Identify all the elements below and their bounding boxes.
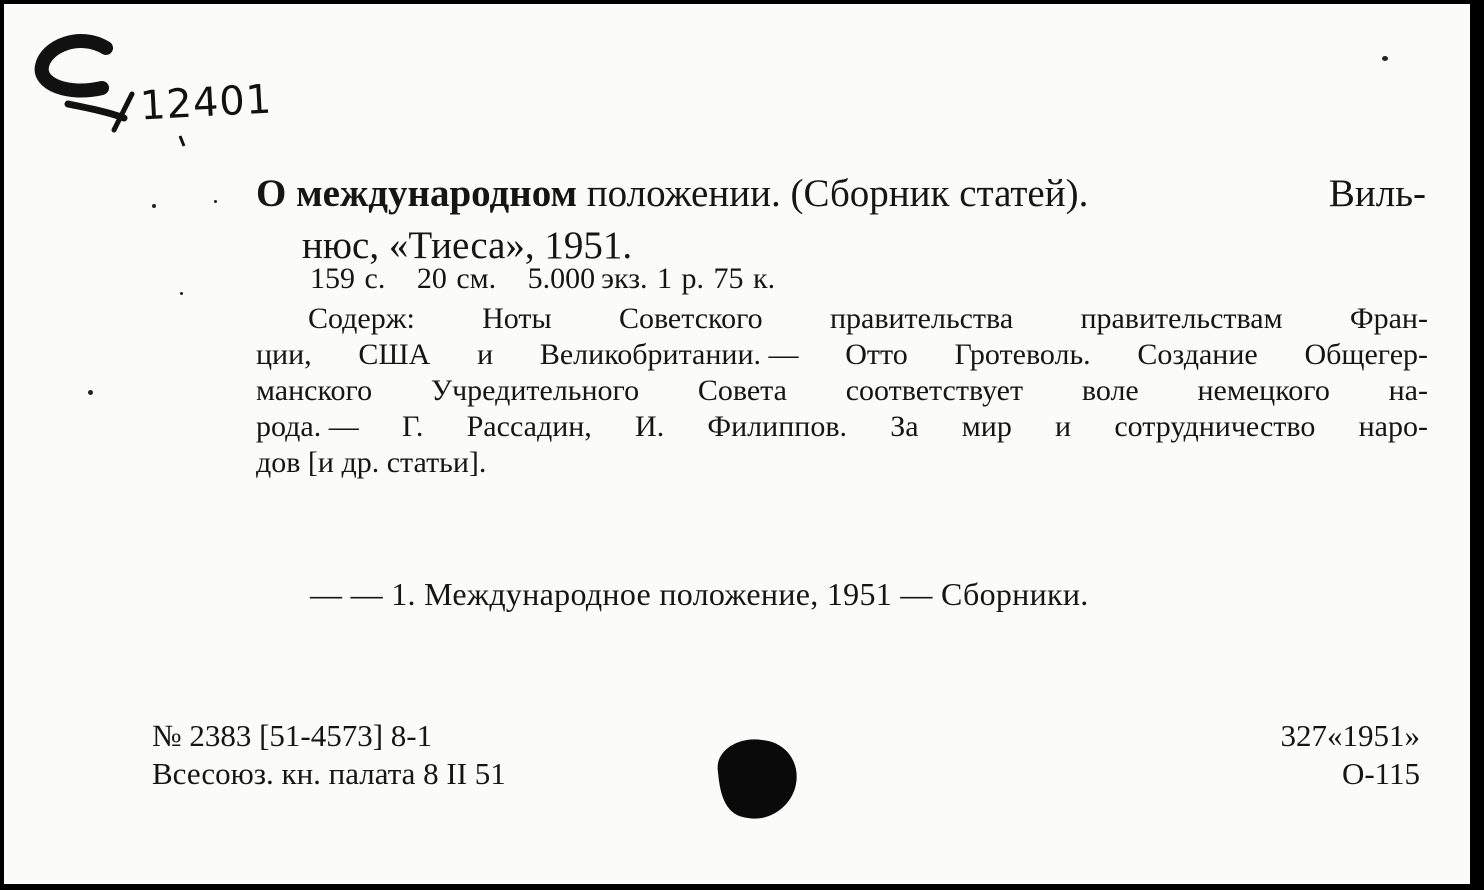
contents-word: наро- bbox=[1358, 410, 1428, 443]
contents-word: дов [и др. статьи]. bbox=[256, 446, 487, 479]
pages: 159 с. bbox=[310, 262, 386, 295]
contents-word: соответствует bbox=[845, 374, 1024, 407]
contents-word: Г. bbox=[401, 410, 424, 443]
contents-word: США bbox=[358, 338, 431, 371]
title-bold: О международном bbox=[256, 172, 578, 215]
dust-speck-icon bbox=[180, 292, 183, 295]
catalog-info-right bbox=[1281, 717, 1421, 793]
contents-word: Отто bbox=[845, 338, 908, 371]
contents-word: правительства bbox=[829, 302, 1014, 335]
title-rest: положении. (Сборник статей). bbox=[586, 172, 1089, 215]
contents-word: и bbox=[1055, 410, 1072, 443]
contents-word: Учредительного bbox=[430, 374, 640, 407]
title-line-2: нюс, «Тиеса», 1951. bbox=[302, 224, 633, 267]
catalog-number: № 2383 [51-4573] 8-1 bbox=[152, 718, 433, 753]
copies: 5.000 bbox=[527, 262, 596, 295]
contents-word: Филиппов. bbox=[707, 410, 847, 443]
contents-line bbox=[256, 337, 1428, 373]
dust-speck-icon bbox=[152, 204, 156, 208]
copies-suffix: экз. 1 р. 75 к. bbox=[601, 262, 776, 295]
contents-word: правительствам bbox=[1080, 302, 1283, 335]
contents-word: ции, bbox=[256, 338, 312, 371]
dust-speck-icon bbox=[1382, 56, 1388, 61]
title-line-1 bbox=[256, 168, 1426, 220]
contents-word: Совета bbox=[697, 374, 787, 407]
handwritten-call-number bbox=[28, 18, 274, 148]
contents-line bbox=[256, 445, 1428, 481]
catalog-info-left bbox=[152, 717, 506, 793]
size: 20 см. bbox=[416, 262, 497, 295]
contents-word: Великобритании. — bbox=[539, 338, 799, 371]
contents-line bbox=[256, 409, 1428, 445]
contents-word: И. bbox=[635, 410, 665, 443]
title-place-start: Виль- bbox=[1328, 172, 1426, 215]
title-block bbox=[256, 168, 1426, 272]
contents-word: мир bbox=[961, 410, 1012, 443]
punch-hole-icon bbox=[704, 732, 804, 824]
dust-speck-icon bbox=[88, 390, 93, 395]
contents-line bbox=[256, 301, 1428, 337]
collation-line bbox=[310, 262, 797, 296]
contents-word: Общегер- bbox=[1304, 338, 1428, 371]
contents-word: Фран- bbox=[1349, 302, 1428, 335]
contents-word: рода. — bbox=[256, 410, 359, 443]
chamber-info: Всесоюз. кн. палата 8 II 51 bbox=[152, 756, 506, 791]
classification-code: 327«1951» bbox=[1280, 718, 1420, 753]
contents-line bbox=[256, 373, 1428, 409]
contents-word: Советского bbox=[618, 302, 763, 335]
contents-word: Ноты bbox=[482, 302, 552, 335]
contents-word: на- bbox=[1388, 374, 1428, 407]
contents-word: воле bbox=[1081, 374, 1139, 407]
contents-word: и bbox=[477, 338, 494, 371]
subject-heading: — — 1. Международное положение, 1951 — Сборники. bbox=[310, 576, 1089, 612]
contents-word: сотрудничество bbox=[1114, 410, 1316, 443]
contents-note bbox=[256, 301, 1428, 481]
contents-word: Гротеволь. bbox=[954, 338, 1091, 371]
handwritten-number: 12401 bbox=[138, 76, 274, 130]
contents-word: Создание bbox=[1137, 338, 1258, 371]
catalog-card bbox=[4, 4, 1476, 884]
contents-word: Содерж: bbox=[308, 302, 415, 335]
dust-speck-icon bbox=[214, 200, 217, 203]
contents-word: За bbox=[890, 410, 919, 443]
contents-word: Рассадин, bbox=[466, 410, 592, 443]
contents-word: манского bbox=[256, 374, 373, 407]
author-mark: О-115 bbox=[1341, 756, 1420, 791]
contents-word: немецкого bbox=[1197, 374, 1330, 407]
